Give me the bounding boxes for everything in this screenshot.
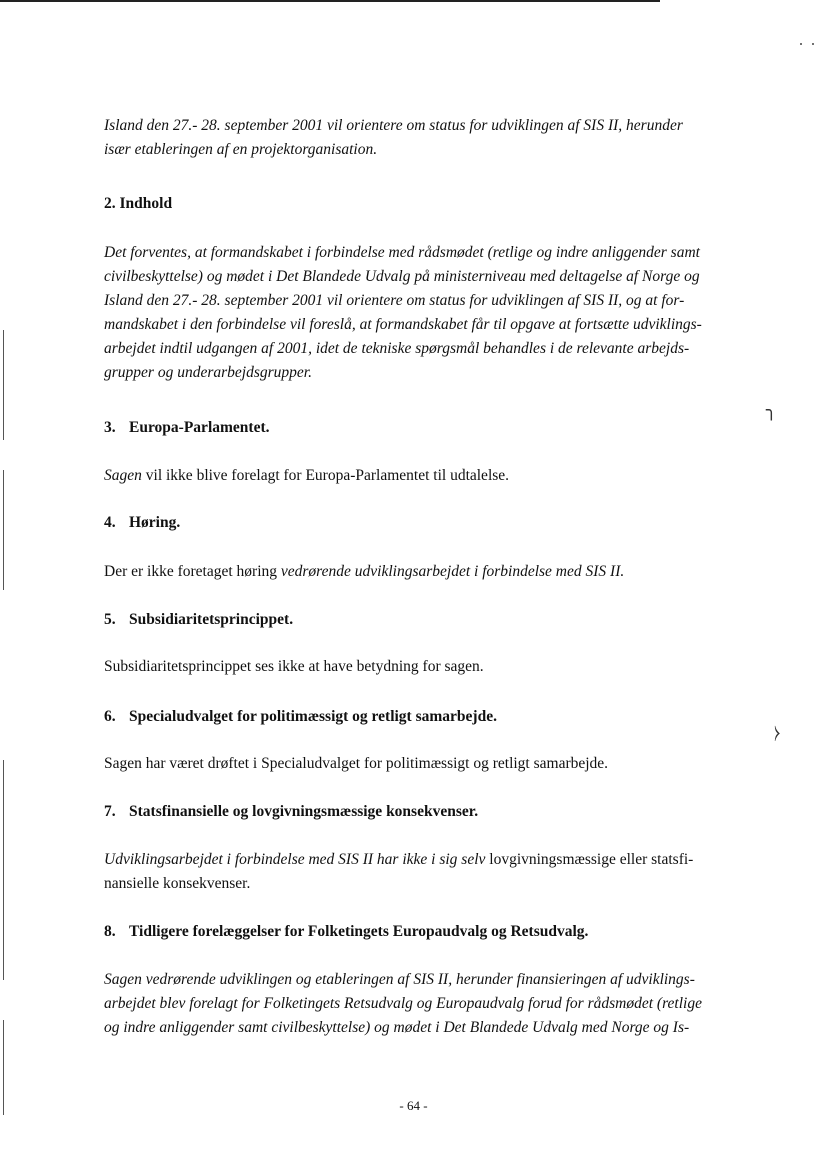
section-number: 5.	[104, 611, 116, 628]
text-line: nansielle konsekvenser.	[104, 875, 251, 892]
text-line: mandskabet i den forbindelse vil foreslå, at formandskabet får til opgave at fortsætte udviklings-	[104, 316, 702, 333]
section-number: 4.	[104, 514, 116, 531]
text-italic: vedrørende udviklingsarbejdet i forbindelse med SIS II.	[280, 563, 625, 580]
text-line: og indre anliggender samt civilbeskyttelse) og mødet i Det Blandede Udvalg med Norge og Is-	[104, 1019, 690, 1036]
section-heading-subsidiaritet	[104, 608, 293, 632]
section-heading-specialudvalget	[104, 705, 497, 729]
text-line: Island den 27.- 28. september 2001 vil orientere om status for udviklingen af SIS II, og at for-	[104, 292, 685, 309]
section-heading-konsekvenser	[104, 800, 478, 824]
text-normal: vil ikke blive forelagt for Europa-Parlamentet til udtalelse.	[141, 467, 510, 484]
section-title: Subsidiaritetsprincippet.	[129, 611, 294, 628]
section-title: Indhold	[119, 195, 173, 212]
section-number: 6.	[104, 708, 116, 725]
text-line: civilbeskyttelse) og mødet i Det Blandede Udvalg på ministerniveau med deltagelse af Norge og	[104, 268, 700, 285]
text-normal: Sagen har været drøftet i Specialudvalget for politimæssigt og retligt samarbejde.	[104, 755, 609, 772]
scan-speck	[812, 43, 814, 45]
text-line: Det forventes, at formandskabet i forbindelse med rådsmødet (retlige og indre anliggender samt	[104, 244, 700, 261]
text-line: arbejdet indtil udgangen af 2001, idet de tekniske spørgsmål behandles i de relevante arbejds-	[104, 340, 690, 357]
scan-left-edge	[3, 470, 4, 590]
section-number: 8.	[104, 923, 116, 940]
section-heading-indhold	[104, 192, 172, 216]
scan-speck	[800, 43, 802, 45]
punch-hole-mark: ⧽	[774, 722, 781, 743]
text-line: især etableringen af en projektorganisation.	[104, 141, 378, 158]
section-body-forelaeggelser	[104, 968, 764, 1040]
section-title: Europa-Parlamentet.	[129, 419, 270, 436]
text-normal: lovgivningsmæssige eller statsfi-	[485, 851, 694, 868]
intro-paragraph	[104, 114, 764, 162]
scan-left-edge	[3, 760, 4, 980]
text-line: grupper og underarbejdsgrupper.	[104, 364, 312, 381]
scan-left-edge	[3, 330, 4, 440]
text-line: Sagen vedrørende udviklingen og etableringen af SIS II, herunder finansieringen af udviklings-	[104, 971, 695, 988]
text-line: arbejdet blev forelagt for Folketingets Retsudvalg og Europaudvalg forud for rådsmødet (retlige	[104, 995, 702, 1012]
section-body-indhold	[104, 241, 764, 385]
text-italic: Udviklingsarbejdet i forbindelse med SIS II har ikke i sig selv	[104, 851, 486, 868]
section-title: Specialudvalget for politimæssigt og retligt samarbejde.	[129, 708, 497, 725]
text-normal: Subsidiaritetsprincippet ses ikke at have betydning for sagen.	[104, 658, 484, 675]
section-body-subsidiaritet	[104, 655, 764, 679]
section-body-konsekvenser	[104, 848, 764, 896]
section-number: 3.	[104, 419, 116, 436]
section-title: Statsfinansielle og lovgivningsmæssige konsekvenser.	[129, 803, 479, 820]
scan-top-edge	[0, 0, 660, 2]
section-number: 7.	[104, 803, 116, 820]
section-body-specialudvalget	[104, 752, 764, 776]
text-line: Island den 27.- 28. september 2001 vil orientere om status for udviklingen af SIS II, herunder	[104, 117, 683, 134]
page-number: - 64 -	[399, 1098, 428, 1113]
section-heading-europa-parlamentet	[104, 416, 269, 440]
section-heading-horing	[104, 511, 180, 535]
section-body-europa-parlamentet	[104, 464, 764, 488]
punch-hole-mark: ╮	[766, 400, 777, 421]
section-heading-forelaeggelser	[104, 920, 588, 944]
text-italic: Sagen	[104, 467, 142, 484]
section-title: Tidligere forelæggelser for Folketingets Europaudvalg og Retsudvalg.	[129, 923, 589, 940]
text-normal: Der er ikke foretaget høring	[104, 563, 281, 580]
section-body-horing	[104, 560, 764, 584]
section-title: Høring.	[129, 514, 181, 531]
section-number: 2.	[104, 195, 116, 212]
